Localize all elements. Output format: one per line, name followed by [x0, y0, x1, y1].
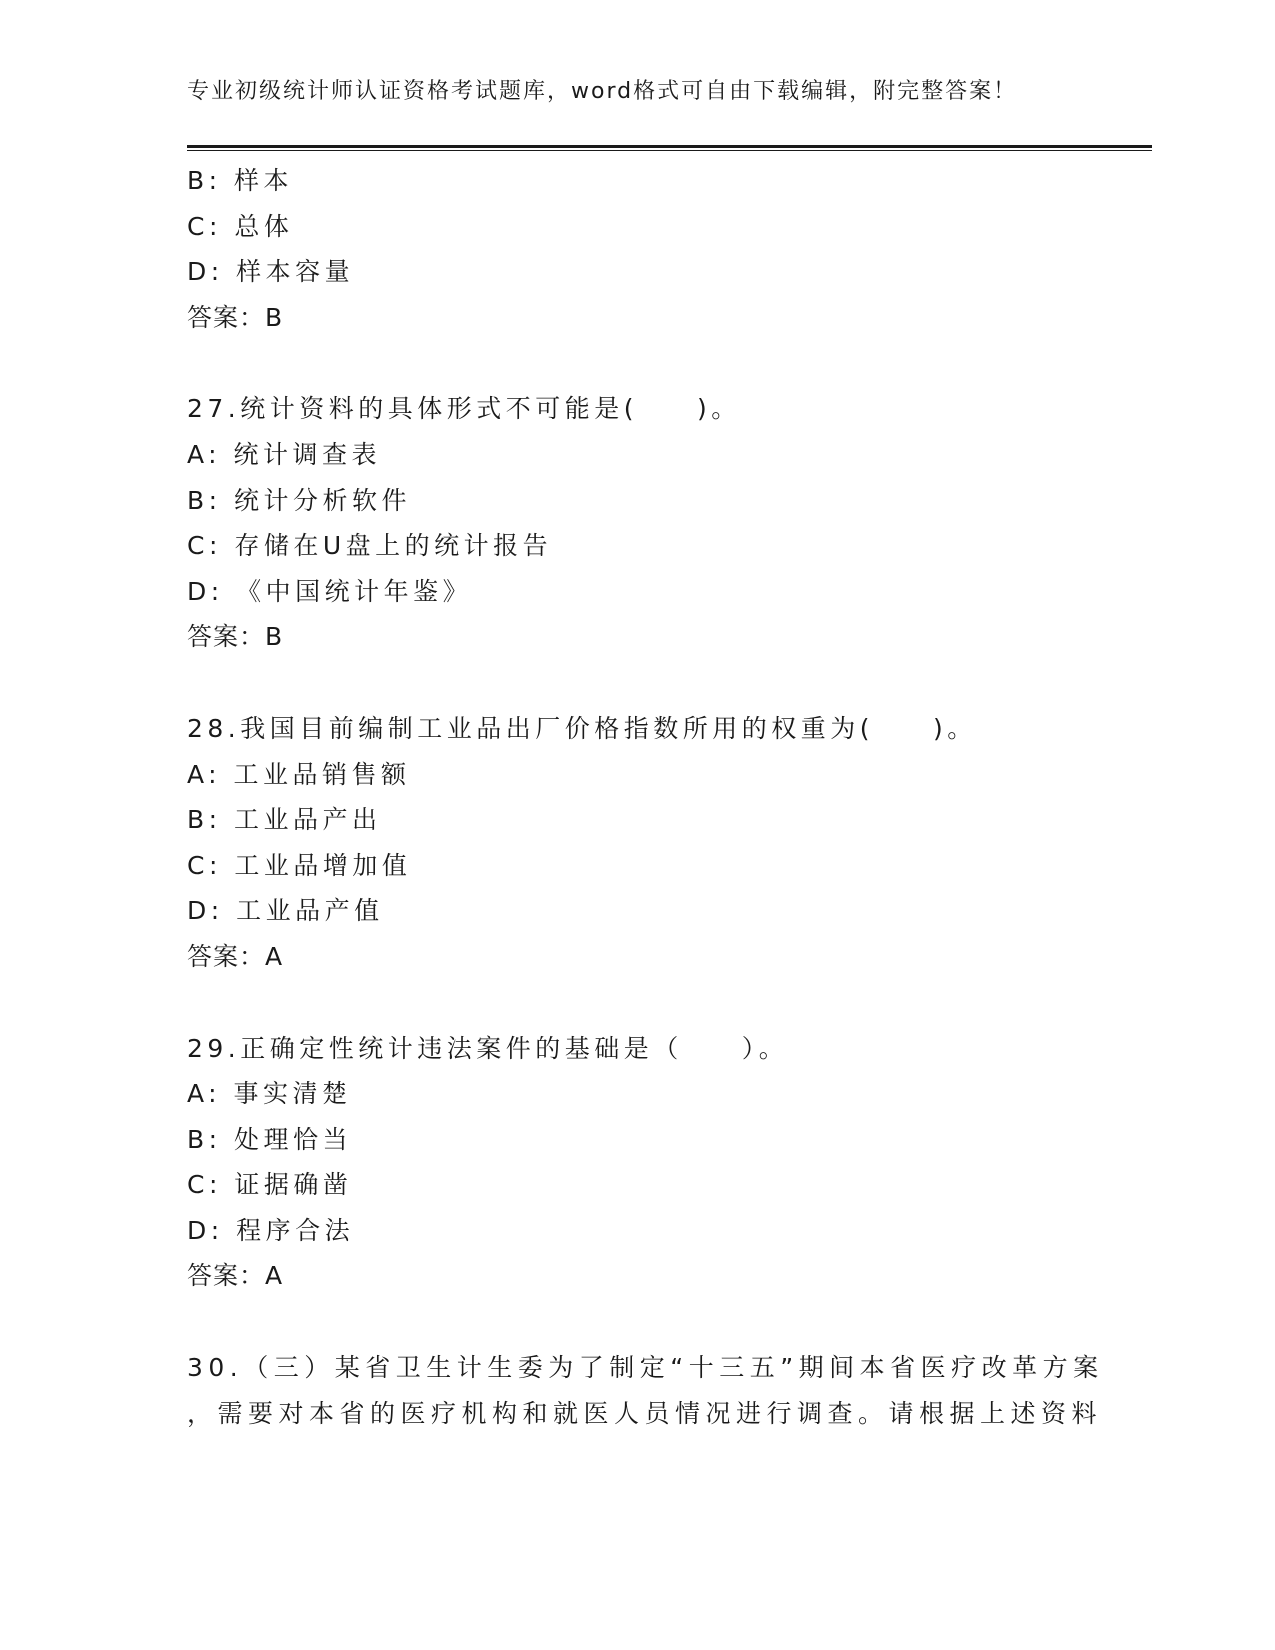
option-c: C: 证据确凿 [187, 1170, 353, 1200]
option-b: B: 处理恰当 [187, 1124, 353, 1154]
question-stem-line: 30.（三）某省卫生计生委为了制定“十三五”期间本省医疗改革方案 [187, 1353, 1104, 1383]
answer-line: 答案：B [187, 622, 284, 652]
option-c: C: 存储在U盘上的统计报告 [187, 531, 553, 561]
answer-line: 答案：B [187, 302, 284, 332]
option-b: B: 统计分析软件 [187, 485, 412, 515]
question-26-tail [187, 158, 1152, 340]
document-body [187, 158, 1152, 1436]
option-c: C: 工业品增加值 [187, 850, 412, 880]
option-a: A: 工业品销售额 [187, 759, 411, 789]
answer-line: 答案：A [187, 1261, 284, 1291]
option-b: B: 工业品产出 [187, 805, 382, 835]
question-27 [187, 386, 1152, 660]
option-d: D: 样本容量 [187, 257, 355, 287]
question-stem: 28.我国目前编制工业品出厂价格指数所用的权重为( )。 [187, 713, 977, 743]
option-d: D: 程序合法 [187, 1215, 355, 1245]
option-a: A: 统计调查表 [187, 439, 382, 469]
header-divider [187, 145, 1152, 151]
question-29 [187, 1026, 1152, 1300]
option-a: A: 事实清楚 [187, 1079, 352, 1109]
option-d: D: 《中国统计年鉴》 [187, 576, 473, 606]
question-stem: 27.统计资料的具体形式不可能是( )。 [187, 394, 741, 424]
option-b: B: 样本 [187, 166, 294, 195]
page-header: 专业初级统计师认证资格考试题库，word格式可自由下载编辑，附完整答案！ [187, 79, 1018, 104]
option-d: D: 工业品产值 [187, 896, 384, 926]
question-30 [187, 1345, 1152, 1436]
question-28 [187, 706, 1152, 980]
answer-line: 答案：A [187, 941, 284, 971]
option-c: C: 总体 [187, 211, 294, 241]
question-stem: 29.正确定性统计违法案件的基础是（ ）。 [187, 1033, 789, 1063]
question-stem-line: ，需要对本省的医疗机构和就医人员情况进行调查。请根据上述资料 [187, 1398, 1103, 1428]
